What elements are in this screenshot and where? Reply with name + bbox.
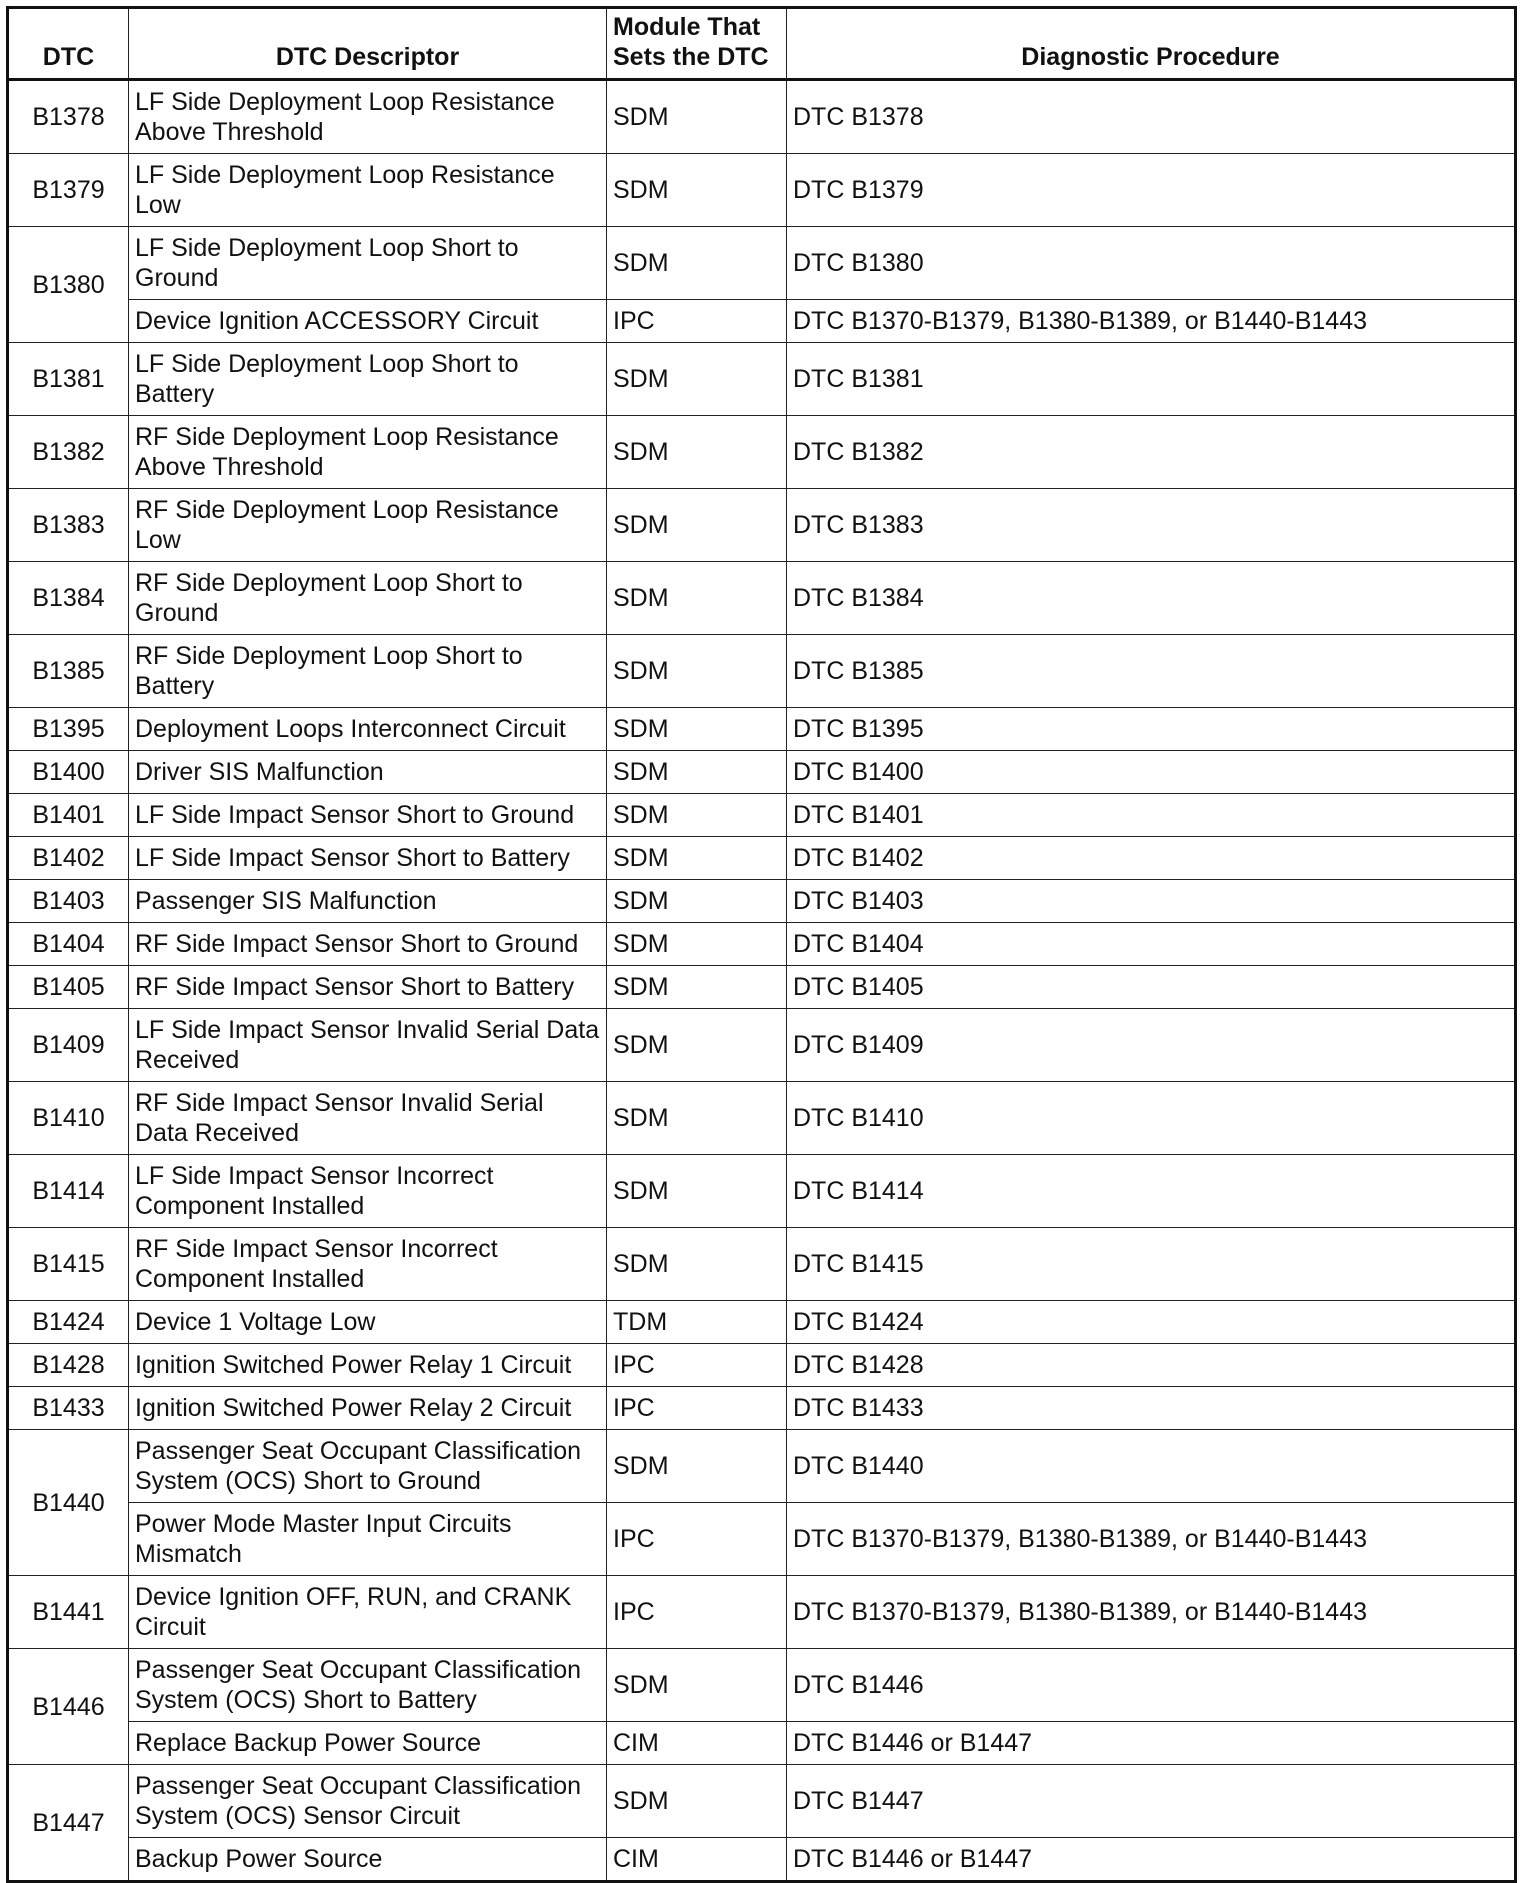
dtc-descriptor-cell: Passenger Seat Occupant Classification System (OCS) Short to Ground [129,1430,607,1503]
diagnostic-procedure-cell: DTC B1395 [787,708,1516,751]
dtc-descriptor-cell: Power Mode Master Input Circuits Mismatch [129,1503,607,1576]
dtc-code-cell: B1446 [8,1649,129,1765]
dtc-code-cell: B1404 [8,923,129,966]
module-cell: SDM [607,635,787,708]
module-cell: SDM [607,1082,787,1155]
dtc-descriptor-cell: Passenger SIS Malfunction [129,880,607,923]
dtc-descriptor-cell: Ignition Switched Power Relay 2 Circuit [129,1387,607,1430]
header-module-line1: Module That [613,13,761,41]
dtc-descriptor-cell: RF Side Deployment Loop Resistance Above Threshold [129,416,607,489]
dtc-descriptor-cell: Device Ignition OFF, RUN, and CRANK Circuit [129,1576,607,1649]
dtc-descriptor-cell: Deployment Loops Interconnect Circuit [129,708,607,751]
diagnostic-procedure-cell: DTC B1370-B1379, B1380-B1389, or B1440-B1443 [787,1503,1516,1576]
module-cell: SDM [607,227,787,300]
diagnostic-procedure-cell: DTC B1446 or B1447 [787,1722,1516,1765]
module-cell: IPC [607,1576,787,1649]
dtc-code-cell: B1405 [8,966,129,1009]
diagnostic-procedure-cell: DTC B1403 [787,880,1516,923]
module-cell: SDM [607,966,787,1009]
dtc-descriptor-cell: Device Ignition ACCESSORY Circuit [129,300,607,343]
module-cell: SDM [607,80,787,154]
dtc-descriptor-cell: LF Side Impact Sensor Short to Ground [129,794,607,837]
header-descriptor: DTC Descriptor [129,8,607,80]
dtc-descriptor-cell: Passenger Seat Occupant Classification System (OCS) Sensor Circuit [129,1765,607,1838]
table-row [8,562,1516,635]
dtc-code-cell: B1384 [8,562,129,635]
table-row [8,416,1516,489]
diagnostic-procedure-cell: DTC B1380 [787,227,1516,300]
table-row [8,1503,1516,1576]
dtc-code-cell: B1410 [8,1082,129,1155]
dtc-code-cell: B1380 [8,227,129,343]
table-row [8,1301,1516,1344]
dtc-code-cell: B1400 [8,751,129,794]
dtc-code-cell: B1402 [8,837,129,880]
module-cell: SDM [607,416,787,489]
table-row [8,966,1516,1009]
table-row [8,635,1516,708]
dtc-code-cell: B1424 [8,1301,129,1344]
diagnostic-procedure-cell: DTC B1381 [787,343,1516,416]
dtc-descriptor-cell: LF Side Impact Sensor Short to Battery [129,837,607,880]
dtc-code-cell: B1447 [8,1765,129,1882]
dtc-descriptor-cell: LF Side Deployment Loop Resistance Above Threshold [129,80,607,154]
table-row [8,227,1516,300]
diagnostic-procedure-cell: DTC B1433 [787,1387,1516,1430]
module-cell: IPC [607,1503,787,1576]
dtc-code-cell: B1414 [8,1155,129,1228]
diagnostic-procedure-cell: DTC B1414 [787,1155,1516,1228]
dtc-descriptor-cell: RF Side Impact Sensor Incorrect Component Installed [129,1228,607,1301]
dtc-descriptor-cell: RF Side Deployment Loop Resistance Low [129,489,607,562]
table-row [8,1082,1516,1155]
dtc-code-cell: B1428 [8,1344,129,1387]
dtc-descriptor-cell: RF Side Deployment Loop Short to Ground [129,562,607,635]
dtc-descriptor-cell: Backup Power Source [129,1838,607,1882]
dtc-code-cell: B1409 [8,1009,129,1082]
diagnostic-procedure-cell: DTC B1379 [787,154,1516,227]
module-cell: IPC [607,1387,787,1430]
module-cell: SDM [607,751,787,794]
dtc-code-cell: B1433 [8,1387,129,1430]
dtc-descriptor-cell: LF Side Deployment Loop Short to Battery [129,343,607,416]
diagnostic-procedure-cell: DTC B1402 [787,837,1516,880]
diagnostic-procedure-cell: DTC B1446 [787,1649,1516,1722]
module-cell: SDM [607,1649,787,1722]
document-page [6,6,1517,1883]
diagnostic-procedure-cell: DTC B1370-B1379, B1380-B1389, or B1440-B1443 [787,1576,1516,1649]
module-cell: SDM [607,708,787,751]
dtc-descriptor-cell: RF Side Impact Sensor Short to Battery [129,966,607,1009]
table-row [8,300,1516,343]
dtc-code-cell: B1401 [8,794,129,837]
dtc-descriptor-cell: LF Side Impact Sensor Invalid Serial Data Received [129,1009,607,1082]
diagnostic-procedure-cell: DTC B1382 [787,416,1516,489]
diagnostic-procedure-cell: DTC B1400 [787,751,1516,794]
header-dtc: DTC [8,8,129,80]
dtc-descriptor-cell: LF Side Deployment Loop Short to Ground [129,227,607,300]
table-row [8,1765,1516,1838]
module-cell: TDM [607,1301,787,1344]
table-row [8,923,1516,966]
diagnostic-procedure-cell: DTC B1385 [787,635,1516,708]
module-cell: SDM [607,1430,787,1503]
diagnostic-procedure-cell: DTC B1378 [787,80,1516,154]
diagnostic-procedure-cell: DTC B1384 [787,562,1516,635]
module-cell: SDM [607,154,787,227]
diagnostic-procedure-cell: DTC B1415 [787,1228,1516,1301]
dtc-descriptor-cell: RF Side Impact Sensor Short to Ground [129,923,607,966]
dtc-code-cell: B1385 [8,635,129,708]
table-row [8,1009,1516,1082]
table-body [8,80,1516,1882]
dtc-code-cell: B1382 [8,416,129,489]
table-row [8,794,1516,837]
table-row [8,1228,1516,1301]
module-cell: IPC [607,1344,787,1387]
dtc-descriptor-cell: LF Side Deployment Loop Resistance Low [129,154,607,227]
module-cell: SDM [607,1155,787,1228]
module-cell: SDM [607,489,787,562]
dtc-table [6,6,1517,1883]
diagnostic-procedure-cell: DTC B1428 [787,1344,1516,1387]
dtc-code-cell: B1403 [8,880,129,923]
module-cell: SDM [607,794,787,837]
dtc-descriptor-cell: RF Side Impact Sensor Invalid Serial Data Received [129,1082,607,1155]
diagnostic-procedure-cell: DTC B1446 or B1447 [787,1838,1516,1882]
table-row [8,1576,1516,1649]
dtc-code-cell: B1383 [8,489,129,562]
header-module-line2: Sets the DTC [613,43,769,71]
diagnostic-procedure-cell: DTC B1401 [787,794,1516,837]
table-row [8,1344,1516,1387]
module-cell: SDM [607,1765,787,1838]
table-row [8,1430,1516,1503]
diagnostic-procedure-cell: DTC B1440 [787,1430,1516,1503]
dtc-descriptor-cell: Replace Backup Power Source [129,1722,607,1765]
dtc-code-cell: B1378 [8,80,129,154]
dtc-code-cell: B1415 [8,1228,129,1301]
dtc-descriptor-cell: RF Side Deployment Loop Short to Battery [129,635,607,708]
table-row [8,1649,1516,1722]
table-row [8,880,1516,923]
diagnostic-procedure-cell: DTC B1409 [787,1009,1516,1082]
header-module [607,8,787,80]
diagnostic-procedure-cell: DTC B1410 [787,1082,1516,1155]
table-row [8,343,1516,416]
table-row [8,708,1516,751]
module-cell: SDM [607,1009,787,1082]
dtc-descriptor-cell: Ignition Switched Power Relay 1 Circuit [129,1344,607,1387]
dtc-code-cell: B1395 [8,708,129,751]
diagnostic-procedure-cell: DTC B1447 [787,1765,1516,1838]
dtc-descriptor-cell: Passenger Seat Occupant Classification System (OCS) Short to Battery [129,1649,607,1722]
table-row [8,751,1516,794]
module-cell: IPC [607,300,787,343]
dtc-descriptor-cell: LF Side Impact Sensor Incorrect Component Installed [129,1155,607,1228]
module-cell: SDM [607,923,787,966]
dtc-descriptor-cell: Device 1 Voltage Low [129,1301,607,1344]
module-cell: SDM [607,837,787,880]
table-row [8,80,1516,154]
module-cell: SDM [607,343,787,416]
table-row [8,1155,1516,1228]
diagnostic-procedure-cell: DTC B1424 [787,1301,1516,1344]
table-row [8,154,1516,227]
module-cell: CIM [607,1838,787,1882]
table-row [8,1722,1516,1765]
table-row [8,837,1516,880]
diagnostic-procedure-cell: DTC B1370-B1379, B1380-B1389, or B1440-B1443 [787,300,1516,343]
diagnostic-procedure-cell: DTC B1383 [787,489,1516,562]
module-cell: SDM [607,562,787,635]
header-procedure: Diagnostic Procedure [787,8,1516,80]
table-row [8,489,1516,562]
dtc-code-cell: B1379 [8,154,129,227]
diagnostic-procedure-cell: DTC B1404 [787,923,1516,966]
module-cell: SDM [607,880,787,923]
dtc-code-cell: B1440 [8,1430,129,1576]
table-row [8,1838,1516,1882]
dtc-code-cell: B1381 [8,343,129,416]
dtc-descriptor-cell: Driver SIS Malfunction [129,751,607,794]
module-cell: SDM [607,1228,787,1301]
dtc-code-cell: B1441 [8,1576,129,1649]
table-header-row [8,8,1516,80]
diagnostic-procedure-cell: DTC B1405 [787,966,1516,1009]
module-cell: CIM [607,1722,787,1765]
table-row [8,1387,1516,1430]
